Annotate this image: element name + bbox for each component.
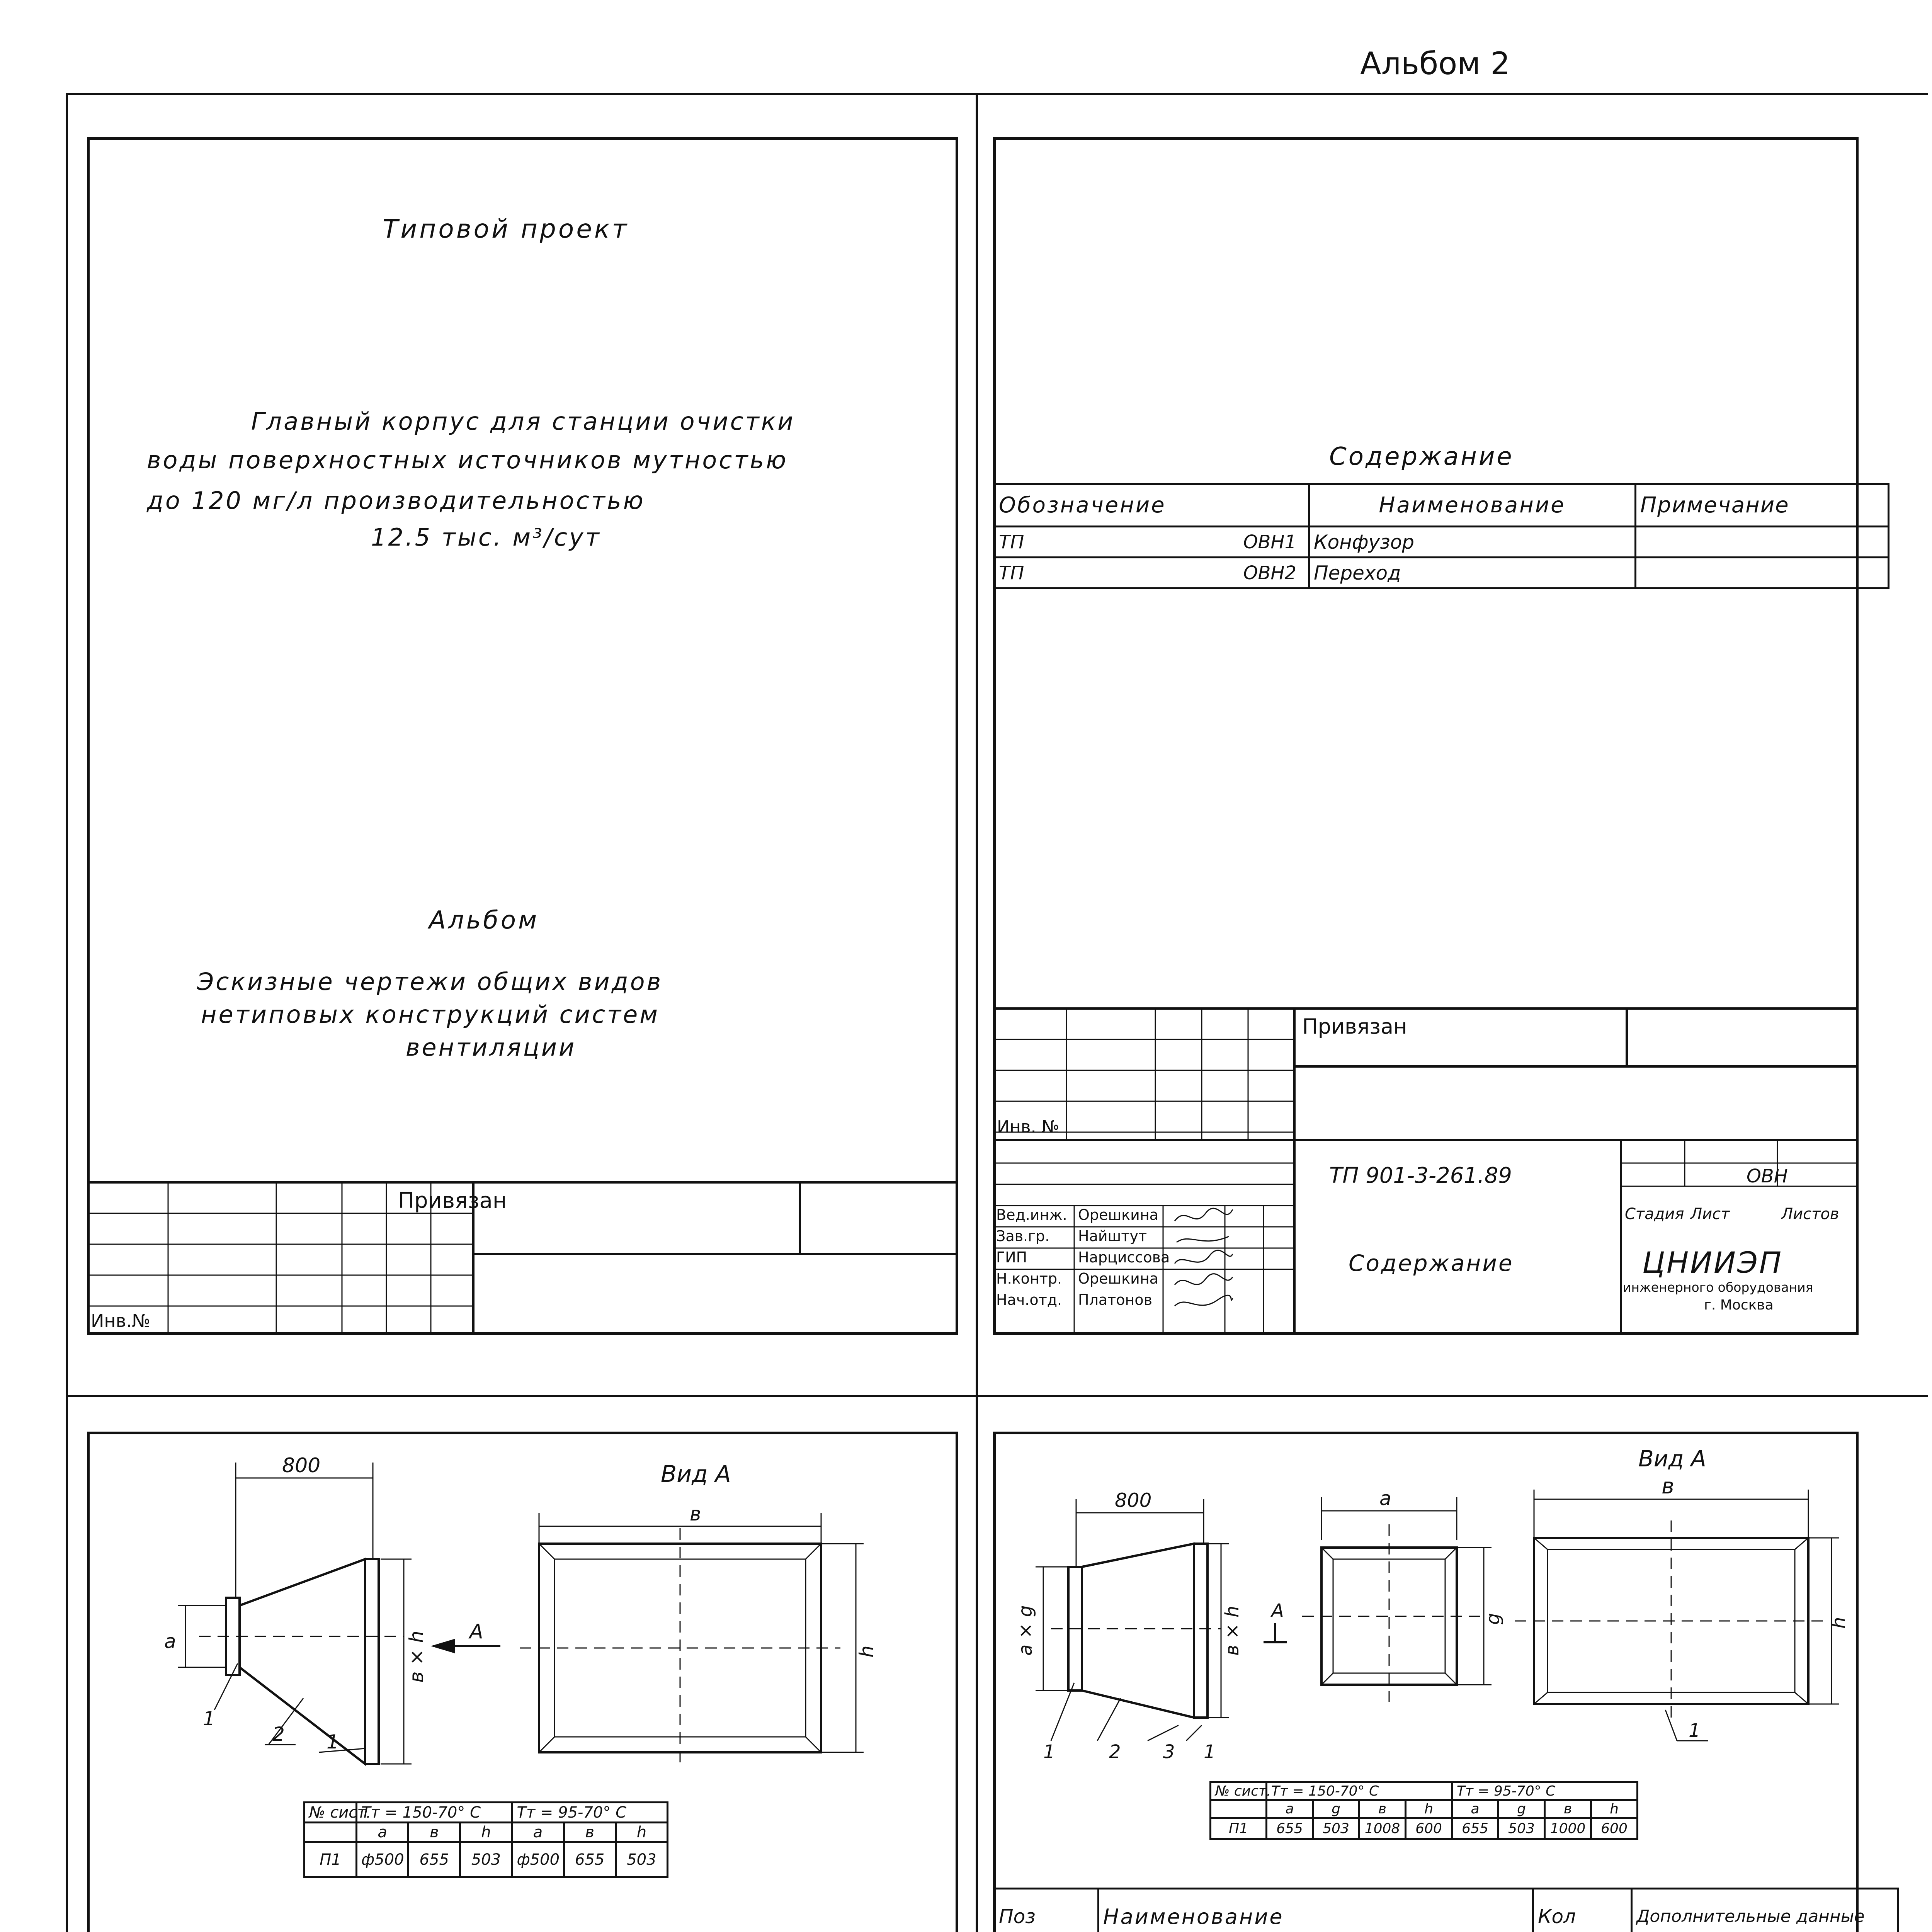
project-line-2: воды поверхностных источников мутностью — [147, 446, 788, 474]
contents-title: Содержание — [1329, 442, 1514, 471]
outer-frame-middle-vertical — [976, 93, 978, 1932]
ptable-h: h — [1406, 1800, 1452, 1818]
album-line-2: нетиповых конструкций систем — [201, 1000, 660, 1029]
ptable-head-t1: Тт = 150-70° С — [1267, 1782, 1452, 1800]
ptable-cell: ф500 — [512, 1842, 564, 1877]
contents-sheet-title: Содержание — [1349, 1250, 1514, 1276]
perehod-callout-1c: 1 — [1689, 1720, 1701, 1742]
ptable-h: h — [1591, 1800, 1638, 1818]
row-name: Конфузор — [1309, 527, 1636, 558]
contents-sheet-label: Лист — [1690, 1205, 1730, 1223]
ptable-h: a — [1267, 1800, 1313, 1818]
ptable-h-b2: в — [564, 1823, 616, 1842]
ptable-cell: 655 — [1267, 1818, 1313, 1839]
contents-name-2: Найштут — [1078, 1228, 1147, 1245]
ptable-cell: П1 — [1211, 1818, 1267, 1839]
title-privyazan-label: Привязан — [398, 1188, 507, 1213]
konfuzor-dim-b: в — [690, 1503, 701, 1525]
title-inv-no: Инв.№ — [91, 1310, 151, 1331]
spec-col-name: Наименование — [1099, 1889, 1533, 1932]
table-row — [304, 1842, 668, 1877]
row-code: ОВН1 — [1243, 531, 1296, 553]
perehod-view-label: Вид А — [1638, 1446, 1706, 1472]
contents-sheets-label: Листов — [1781, 1205, 1839, 1223]
album-line-1: Эскизные чертежи общих видов — [197, 968, 663, 996]
album-heading: Альбом — [429, 906, 539, 935]
contents-name-4: Орешкина — [1078, 1270, 1158, 1287]
ptable-head-nsyst: № сист. — [304, 1803, 357, 1823]
contents-inv-no: Инв. № — [997, 1117, 1060, 1137]
col-naimenovanie: Наименование — [1309, 484, 1636, 527]
ptable-h: в — [1545, 1800, 1591, 1818]
album-label: Альбом 2 — [1360, 46, 1510, 82]
ptable-cell: 655 — [408, 1842, 460, 1877]
ptable-cell: 655 — [1452, 1818, 1498, 1839]
ptable-cell: 600 — [1406, 1818, 1452, 1839]
konfuzor-dim-a: a — [164, 1630, 176, 1653]
title-heading: Типовой проект — [383, 214, 629, 244]
ptable-h: g — [1313, 1800, 1359, 1818]
outer-frame-middle-horizontal — [66, 1395, 1928, 1397]
contents-name-3: Нарциссова — [1078, 1249, 1170, 1266]
ptable-h-b1: в — [408, 1823, 460, 1842]
perehod-param-table — [1209, 1781, 1638, 1840]
perehod-view-b: в — [1662, 1474, 1675, 1499]
outer-frame-left — [66, 93, 68, 1932]
callout-2: 2 — [272, 1723, 285, 1745]
contents-org-sub2: г. Москва — [1704, 1297, 1774, 1313]
row-note — [1636, 558, 1889, 588]
konfuzor-dim-h: h — [855, 1645, 878, 1658]
ptable-h: g — [1498, 1800, 1545, 1818]
ptable-head-t1: Тт = 150-70° С — [357, 1803, 512, 1823]
spec-col-qty: Кол — [1533, 1889, 1632, 1932]
konfuzor-param-table — [303, 1801, 668, 1878]
project-line-3: до 120 мг/л производительностью — [147, 486, 645, 515]
konfuzor-dim-800: 800 — [282, 1454, 321, 1477]
ptable-h: a — [1452, 1800, 1498, 1818]
row-name: Переход — [1309, 558, 1636, 588]
ptable-cell: 503 — [1498, 1818, 1545, 1839]
title-stamp-grid — [87, 1182, 958, 1335]
perehod-callout-1b: 1 — [1204, 1741, 1216, 1763]
contents-name-5: Платонов — [1078, 1291, 1153, 1308]
ptable-h-a1: a — [357, 1823, 408, 1842]
perehod-dim-g: g — [1482, 1613, 1504, 1625]
perehod-arrow-a: А — [1271, 1600, 1284, 1622]
contents-privyazan-label: Привязан — [1302, 1014, 1407, 1039]
row-note — [1636, 527, 1889, 558]
col-primechanie: Примечание — [1636, 484, 1889, 527]
ptable-cell: П1 — [304, 1842, 357, 1877]
ptable-cell: 503 — [616, 1842, 667, 1877]
perehod-callout-3: 3 — [1163, 1741, 1175, 1763]
contents-role-5: Нач.отд. — [996, 1291, 1062, 1308]
perehod-callout-1a: 1 — [1043, 1741, 1055, 1763]
contents-role-4: Н.контр. — [996, 1270, 1062, 1287]
ptable-head-nsyst: № сист. — [1211, 1782, 1267, 1800]
title-sheet — [87, 137, 958, 1335]
project-line-1: Главный корпус для станции очистки — [251, 407, 795, 435]
ptable-head-t2: Тт = 95-70° С — [512, 1803, 668, 1823]
contents-stage-label: Стадия — [1625, 1205, 1684, 1223]
ptable-cell: ф500 — [357, 1842, 408, 1877]
callout-1a: 1 — [203, 1708, 215, 1730]
ptable-h-h2: h — [616, 1823, 667, 1842]
ptable-h-h1: h — [460, 1823, 512, 1842]
table-row — [994, 527, 1889, 558]
spec-col-pos: Поз — [994, 1889, 1099, 1932]
konfuzor-view-label: Вид А — [661, 1461, 731, 1488]
row-code: ОВН2 — [1243, 562, 1296, 584]
callout-1b: 1 — [327, 1731, 339, 1753]
table-row — [994, 558, 1889, 588]
row-prefix: ТП — [999, 531, 1024, 553]
contents-role-1: Вед.инж. — [996, 1206, 1067, 1223]
perehod-drawing — [993, 1432, 1859, 1841]
contents-mark: ОВН — [1747, 1165, 1788, 1187]
project-line-4: 12.5 тыс. м³/сут — [371, 523, 601, 551]
contents-doc-code: ТП 901-3-261.89 — [1329, 1163, 1512, 1188]
contents-table — [993, 483, 1889, 589]
konfuzor-dim-bxh: в × h — [405, 1631, 428, 1683]
album-line-3: вентиляции — [406, 1033, 577, 1061]
ptable-cell: 503 — [460, 1842, 512, 1877]
outer-frame-top — [66, 93, 1928, 95]
perehod-dim-h: h — [1828, 1617, 1850, 1629]
ptable-head-t2: Тт = 95-70° С — [1452, 1782, 1638, 1800]
col-oboznachenie: Обозначение — [994, 484, 1309, 527]
ptable-cell: 655 — [564, 1842, 616, 1877]
ptable-cell: 503 — [1313, 1818, 1359, 1839]
row-prefix: ТП — [999, 562, 1024, 584]
perehod-spec-table — [993, 1888, 1899, 1932]
ptable-cell: 1008 — [1359, 1818, 1406, 1839]
perehod-dim-bxh: в × h — [1221, 1605, 1243, 1656]
spec-col-extra: Дополнительные данные — [1632, 1889, 1898, 1932]
contents-role-2: Зав.гр. — [996, 1228, 1050, 1245]
ptable-h: в — [1359, 1800, 1406, 1818]
contents-org: ЦНИИЭП — [1642, 1245, 1783, 1280]
konfuzor-arrow-a: А — [469, 1620, 483, 1643]
perehod-callout-2: 2 — [1109, 1741, 1121, 1763]
contents-org-sub1: инженерного оборудования — [1623, 1280, 1813, 1295]
perehod-dim-a: a — [1379, 1487, 1391, 1510]
contents-name-1: Орешкина — [1078, 1206, 1158, 1223]
contents-role-3: ГИП — [996, 1249, 1027, 1266]
table-row — [1211, 1818, 1638, 1839]
perehod-dim-axg: a × g — [1015, 1605, 1036, 1656]
contents-signatures — [1171, 1206, 1236, 1318]
ptable-cell: 600 — [1591, 1818, 1638, 1839]
ptable-h-a2: a — [512, 1823, 564, 1842]
perehod-dim-800: 800 — [1115, 1489, 1152, 1512]
ptable-cell: 1000 — [1545, 1818, 1591, 1839]
